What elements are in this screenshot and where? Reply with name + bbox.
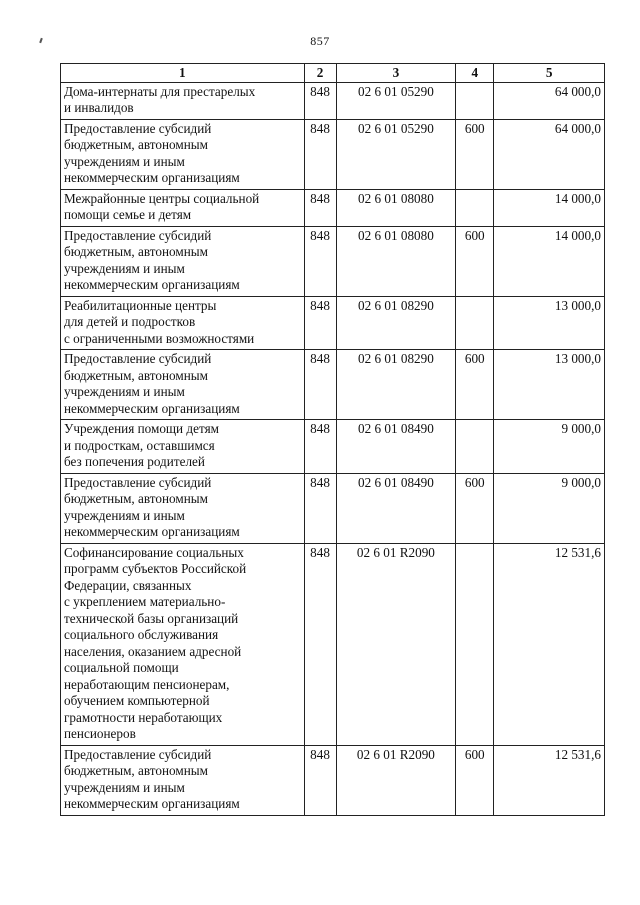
row-code: 02 6 01 R2090 [336, 543, 456, 745]
table-row [61, 420, 605, 474]
header-col-4: 4 [456, 64, 494, 83]
row-name: Предоставление субсидий бюджетным, автономным учреждениям и иным некоммерческим организациям [61, 226, 305, 296]
table-row [61, 82, 605, 119]
table-row [61, 745, 605, 815]
row-vr: 600 [456, 350, 494, 420]
row-code: 02 6 01 08290 [336, 296, 456, 350]
row-code: 02 6 01 05290 [336, 119, 456, 189]
table-header-row [61, 64, 605, 83]
row-grbs: 848 [304, 296, 336, 350]
page-number: 857 [310, 34, 330, 48]
row-amount: 64 000,0 [494, 119, 605, 189]
row-grbs: 848 [304, 473, 336, 543]
row-amount: 9 000,0 [494, 420, 605, 474]
table-row [61, 189, 605, 226]
row-vr: 600 [456, 226, 494, 296]
row-code: 02 6 01 05290 [336, 82, 456, 119]
row-code: 02 6 01 08490 [336, 473, 456, 543]
row-name: Дома-интернаты для престарелых и инвалидов [61, 82, 305, 119]
row-vr: 600 [456, 119, 494, 189]
row-amount: 13 000,0 [494, 296, 605, 350]
row-vr: 600 [456, 473, 494, 543]
row-name: Предоставление субсидий бюджетным, автономным учреждениям и иным некоммерческим организациям [61, 350, 305, 420]
row-grbs: 848 [304, 189, 336, 226]
row-vr: 600 [456, 745, 494, 815]
row-amount: 12 531,6 [494, 745, 605, 815]
header-col-3: 3 [336, 64, 456, 83]
row-amount: 64 000,0 [494, 82, 605, 119]
row-amount: 14 000,0 [494, 189, 605, 226]
row-name: Предоставление субсидий бюджетным, автономным учреждениям и иным некоммерческим организациям [61, 119, 305, 189]
row-vr [456, 296, 494, 350]
header-col-2: 2 [304, 64, 336, 83]
row-amount: 12 531,6 [494, 543, 605, 745]
row-grbs: 848 [304, 82, 336, 119]
row-code: 02 6 01 08080 [336, 226, 456, 296]
table-row [61, 543, 605, 745]
table-row [61, 226, 605, 296]
row-vr [456, 420, 494, 474]
row-grbs: 848 [304, 119, 336, 189]
table-row [61, 473, 605, 543]
row-name: Софинансирование социальных программ субъектов Российской Федерации, связанных с укреплением материально- технической базы организаций социального обслуживания населения, оказанием адресной социальной помощи неработающим пенсионерам, обучением компьютерной грамотности неработающих пенсионеров [61, 543, 305, 745]
row-name: Учреждения помощи детям и подросткам, оставшимся без попечения родителей [61, 420, 305, 474]
row-code: 02 6 01 08080 [336, 189, 456, 226]
budget-table [60, 63, 605, 816]
row-amount: 14 000,0 [494, 226, 605, 296]
header-col-5: 5 [494, 64, 605, 83]
row-vr [456, 82, 494, 119]
row-code: 02 6 01 08490 [336, 420, 456, 474]
header-col-1: 1 [61, 64, 305, 83]
row-grbs: 848 [304, 543, 336, 745]
table-row [61, 119, 605, 189]
row-amount: 13 000,0 [494, 350, 605, 420]
row-grbs: 848 [304, 226, 336, 296]
row-vr [456, 189, 494, 226]
table-row [61, 296, 605, 350]
row-name: Предоставление субсидий бюджетным, автономным учреждениям и иным некоммерческим организациям [61, 745, 305, 815]
row-grbs: 848 [304, 420, 336, 474]
row-amount: 9 000,0 [494, 473, 605, 543]
table-row [61, 350, 605, 420]
row-grbs: 848 [304, 350, 336, 420]
row-code: 02 6 01 08290 [336, 350, 456, 420]
row-name: Предоставление субсидий бюджетным, автономным учреждениям и иным некоммерческим организациям [61, 473, 305, 543]
row-code: 02 6 01 R2090 [336, 745, 456, 815]
row-grbs: 848 [304, 745, 336, 815]
row-name: Межрайонные центры социальной помощи семье и детям [61, 189, 305, 226]
row-name: Реабилитационные центры для детей и подростков с ограниченными возможностями [61, 296, 305, 350]
row-vr [456, 543, 494, 745]
